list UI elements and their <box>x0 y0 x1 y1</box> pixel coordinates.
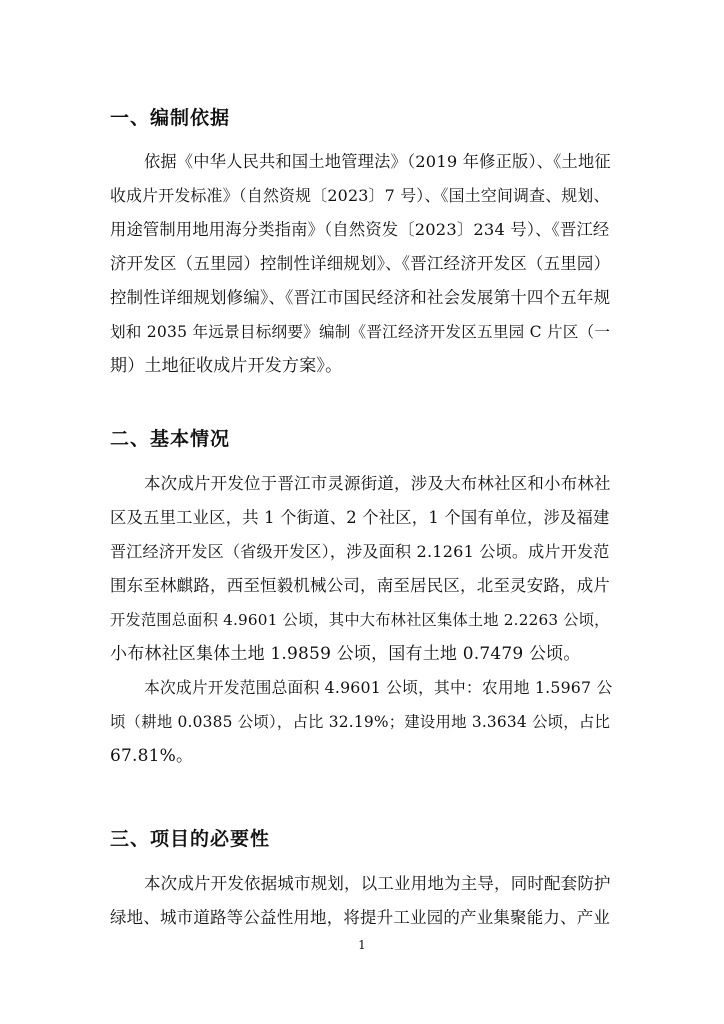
paragraph-line: 顷（耕地 0.0385 公顷），占比 32.19%；建设用地 3.3634 公顷，占比 <box>110 713 611 731</box>
paragraph-line: 本次成片开发范围总面积 4.9601 公顷，其中：农用地 1.5967 公 <box>144 678 613 697</box>
paragraph-line: 本次成片开发位于晋江市灵源街道，涉及大布林社区和小布林社 <box>144 474 611 493</box>
paragraph-line: 依据《中华人民共和国土地管理法》（2019 年修正版）、《土地征 <box>144 152 611 171</box>
section-heading-basic-situation: 二、基本情况 <box>110 428 231 450</box>
paragraph-line: 晋江经济开发区（省级开发区），涉及面积 2.1261 公顷。成片开发范 <box>110 542 610 561</box>
paragraph-line: 围东至林麒路，西至恒毅机械公司，南至居民区，北至灵安路，成片 <box>110 576 611 595</box>
paragraph-basic-situation-2 <box>110 671 616 773</box>
paragraph-line: 67.81%。 <box>110 746 194 766</box>
paragraph-line: 划和 2035 年远景目标纲要》编制《晋江经济开发区五里园 C 片区（一 <box>110 323 611 341</box>
paragraph-line: 控制性详细规划修编》、《晋江市国民经济和社会发展第十四个五年规 <box>110 288 611 307</box>
paragraph-basic-situation-1 <box>110 467 616 671</box>
paragraph-line: 区及五里工业区，共 1 个街道、2 个社区，1 个国有单位，涉及福建 <box>110 508 610 527</box>
paragraph-line: 用途管制用地用海分类指南》（自然资发〔2023〕234 号）、《晋江经 <box>110 220 610 239</box>
paragraph-necessity <box>110 867 616 935</box>
paragraph-line: 绿地、城市道路等公益性用地，将提升工业园的产业集聚能力、产业 <box>110 908 611 927</box>
page-number: 1 <box>358 938 366 952</box>
section-heading-basis: 一、编制依据 <box>110 107 231 129</box>
paragraph-line: 小布林社区集体土地 1.9859 公顷，国有土地 0.7479 公顷。 <box>110 644 581 664</box>
paragraph-basis <box>110 145 616 383</box>
paragraph-line: 期）土地征收成片开发方案》。 <box>110 356 343 376</box>
paragraph-line: 本次成片开发依据城市规划，以工业用地为主导，同时配套防护 <box>144 874 611 893</box>
paragraph-line: 开发范围总面积 4.9601 公顷，其中大布林社区集体土地 2.2263 公顷， <box>110 611 610 629</box>
paragraph-line: 济开发区（五里园）控制性详细规划》、《晋江经济开发区（五里园） <box>110 254 611 273</box>
paragraph-line: 收成片开发标准》（自然资规〔2023〕7 号）、《国土空间调查、规划、 <box>110 186 610 205</box>
section-heading-necessity: 三、项目的必要性 <box>110 828 271 850</box>
